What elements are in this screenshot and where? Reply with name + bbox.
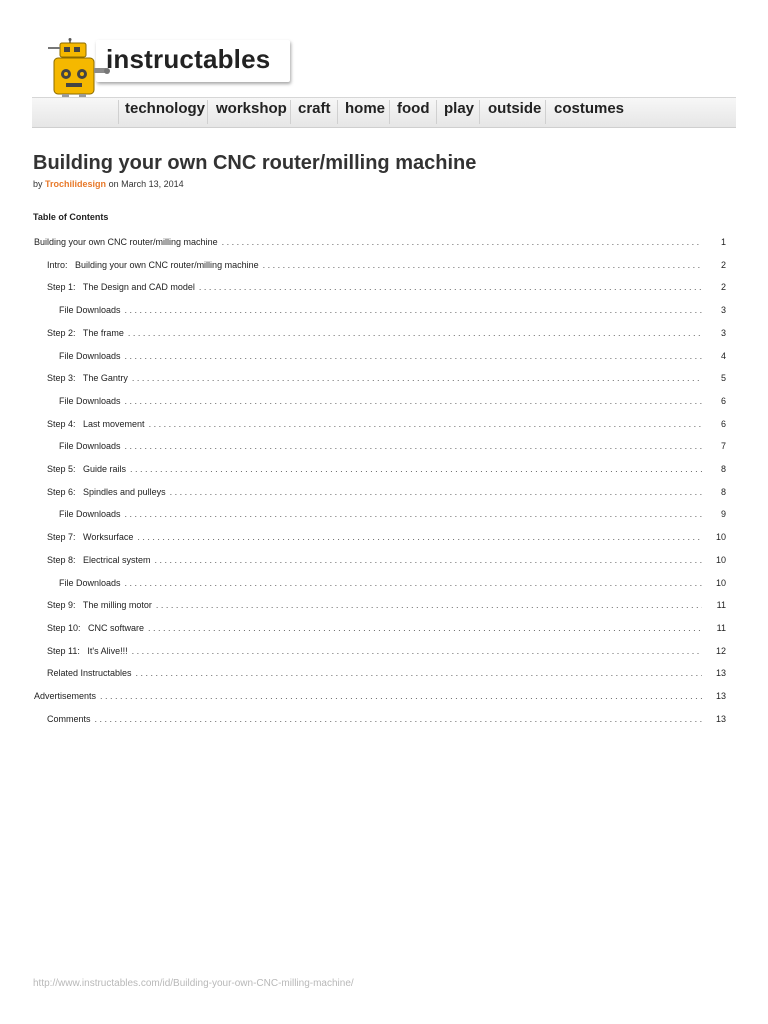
toc-entry[interactable] — [47, 486, 726, 498]
toc-entry-page: 10 — [715, 554, 726, 565]
toc-entry-label: Comments — [47, 713, 91, 724]
toc-entry-label: Step 2: The frame — [47, 327, 124, 338]
nav-costumes[interactable]: costumes — [554, 100, 625, 117]
site-header — [0, 0, 768, 130]
toc-entry-label: Intro: Building your own CNC router/milling machine — [47, 259, 259, 270]
nav-divider — [436, 100, 437, 124]
nav-technology[interactable]: technology — [125, 100, 206, 117]
nav-divider — [118, 100, 119, 124]
toc-entry-label: Related Instructables — [47, 668, 132, 679]
nav-play[interactable]: play — [444, 100, 475, 117]
toc-entry-page: 3 — [720, 305, 726, 316]
toc-entry-label: Step 5: Guide rails — [47, 464, 127, 474]
toc-entry[interactable] — [59, 440, 726, 452]
toc-entry-page: 5 — [720, 373, 726, 384]
toc-dot-leader — [125, 350, 702, 362]
nav-outside[interactable]: outside — [488, 100, 542, 117]
toc-dot-leader — [156, 599, 702, 611]
toc-dot-leader — [125, 508, 702, 520]
nav-divider — [479, 100, 480, 124]
toc-dot-leader — [222, 236, 702, 248]
toc-entry[interactable] — [47, 259, 726, 271]
nav-food[interactable]: food — [397, 100, 430, 117]
toc-dot-leader — [125, 395, 702, 407]
toc-entry-label: File Downloads — [59, 509, 121, 520]
toc-dot-leader — [125, 304, 702, 316]
toc-entry[interactable] — [59, 304, 726, 316]
toc-entry-label: File Downloads — [59, 577, 121, 588]
nav-home[interactable]: home — [345, 100, 386, 117]
toc-dot-leader — [128, 327, 702, 339]
nav-divider — [545, 100, 546, 124]
toc-dot-leader — [148, 622, 702, 634]
toc-dot-leader — [149, 418, 702, 430]
toc-entry-label: Step 9: The milling motor — [47, 600, 152, 611]
toc-entry-label: Step 1: The Design and CAD model — [47, 282, 195, 293]
toc-entry-page: 13 — [715, 713, 726, 724]
toc-dot-leader — [95, 713, 702, 725]
toc-entry-label: Step 7: Worksurface — [47, 532, 134, 543]
toc-entry-page: 11 — [716, 622, 726, 633]
article-title: Building your own CNC router/milling machine — [33, 152, 477, 174]
toc-entry-page: 10 — [715, 577, 726, 588]
toc-entry-page: 8 — [720, 464, 726, 474]
toc-entry-label: Step 11: It's Alive!!! — [47, 645, 128, 656]
toc-entry-page: 6 — [720, 395, 726, 406]
toc-entry[interactable] — [34, 690, 726, 702]
toc-entry-page: 2 — [720, 259, 726, 270]
toc-entry-label: File Downloads — [59, 441, 121, 452]
toc-dot-leader — [100, 690, 702, 702]
toc-dot-leader — [132, 645, 702, 657]
toc-entry-label: Advertisements — [34, 691, 97, 701]
toc-entry[interactable] — [47, 622, 726, 634]
toc-entry-page: 12 — [715, 645, 726, 656]
toc-entry-label: Step 10: CNC software — [47, 622, 145, 633]
toc-dot-leader — [170, 486, 702, 498]
nav-divider — [337, 100, 338, 124]
toc-dot-leader — [130, 463, 702, 475]
toc-entry[interactable] — [47, 281, 726, 293]
toc-entry[interactable] — [34, 236, 726, 248]
toc-entry-page: 9 — [720, 509, 726, 520]
toc-entry[interactable] — [47, 531, 726, 543]
toc-entry-label: Step 6: Spindles and pulleys — [47, 486, 166, 497]
toc-entry-label: Building your own CNC router/milling machine — [34, 237, 218, 247]
toc-entry[interactable] — [47, 463, 726, 475]
nav-divider — [290, 100, 291, 124]
toc-entry-page: 1 — [720, 237, 726, 247]
footer-url-link[interactable]: http://www.instructables.com/id/Building-your-own-CNC-milling-machine/ — [33, 978, 354, 989]
toc-entry-label: Step 8: Electrical system — [47, 554, 151, 565]
article-byline — [33, 178, 184, 190]
toc-dot-leader — [263, 259, 702, 271]
toc-entry-page: 7 — [720, 441, 726, 452]
toc-entry[interactable] — [47, 645, 726, 657]
toc-entry-label: File Downloads — [59, 350, 121, 361]
toc-entry[interactable] — [47, 327, 726, 339]
toc-entry[interactable] — [59, 508, 726, 520]
toc-entry[interactable] — [47, 713, 726, 725]
toc-dot-leader — [155, 554, 702, 566]
toc-entry-page: 4 — [720, 350, 726, 361]
toc-entry[interactable] — [47, 599, 726, 611]
toc-entry-page: 10 — [715, 532, 726, 543]
toc-entry[interactable] — [59, 577, 726, 589]
toc-entry-page: 3 — [720, 327, 726, 338]
nav-craft[interactable]: craft — [298, 100, 331, 117]
toc-dot-leader — [125, 577, 702, 589]
toc-entry-page: 11 — [716, 600, 726, 611]
toc-dot-leader — [136, 667, 702, 679]
toc-entry-label: File Downloads — [59, 395, 121, 406]
toc-entry-label: File Downloads — [59, 305, 121, 316]
toc-dot-leader — [125, 440, 702, 452]
site-logo[interactable]: instructables — [106, 44, 271, 74]
author-link[interactable]: Trochilidesign — [45, 179, 107, 189]
toc-entry[interactable] — [59, 395, 726, 407]
toc-dot-leader — [132, 372, 702, 384]
toc-heading: Table of Contents — [33, 212, 109, 222]
toc-dot-leader — [137, 531, 702, 543]
byline-prefix: by — [33, 179, 43, 189]
publish-date: on March 13, 2014 — [108, 179, 184, 189]
toc-entry-label: Step 3: The Gantry — [47, 373, 128, 384]
toc-entry[interactable] — [47, 554, 726, 566]
toc-entry[interactable] — [47, 418, 726, 430]
nav-divider — [207, 100, 208, 124]
toc-entry[interactable] — [59, 350, 726, 362]
toc-entry-page: 13 — [715, 691, 726, 701]
toc-entry-page: 2 — [720, 282, 726, 293]
toc-entry[interactable] — [47, 372, 726, 384]
toc-entry-page: 6 — [720, 418, 726, 429]
toc-entry-page: 8 — [720, 486, 726, 497]
nav-workshop[interactable]: workshop — [216, 100, 287, 117]
nav-divider — [389, 100, 390, 124]
toc-entry-page: 13 — [715, 668, 726, 679]
toc-entry[interactable] — [47, 667, 726, 679]
toc-dot-leader — [199, 281, 702, 293]
toc-entry-label: Step 4: Last movement — [47, 418, 145, 429]
